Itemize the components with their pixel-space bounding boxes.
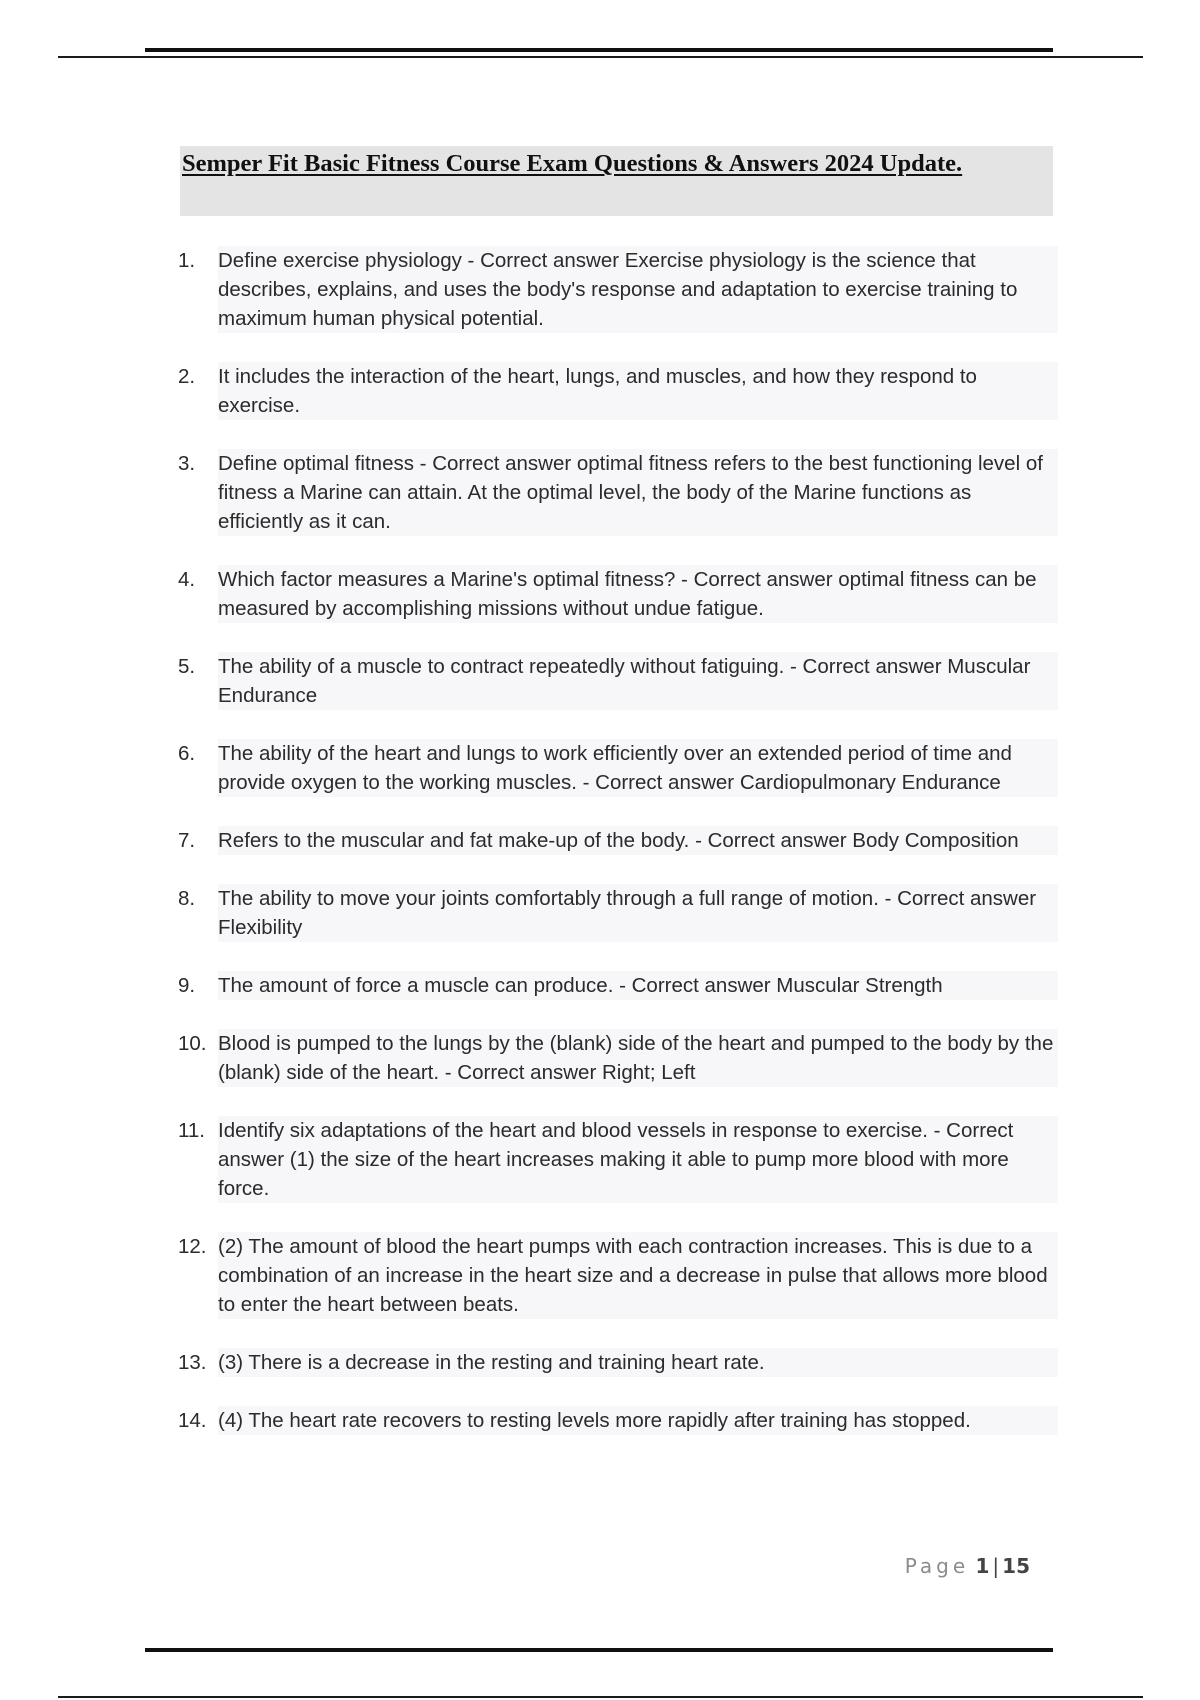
question-item [178,565,1058,623]
question-text: Which factor measures a Marine's optimal fitness? - Correct answer optimal fitness can be measured by accomplishing missions without undue fatigue. [218,565,1058,623]
question-item [178,246,1058,333]
question-item [178,1232,1058,1319]
question-text: Define optimal fitness - Correct answer optimal fitness refers to the best functioning level of fitness a Marine can attain. At the optimal level, the body of the Marine functions as efficiently as it can. [218,449,1058,536]
question-number: 6. [178,742,196,765]
page-label: Page [904,1554,970,1578]
question-number: 5. [178,655,196,678]
question-number: 10. [178,1032,207,1055]
question-item [178,362,1058,420]
question-item [178,449,1058,536]
question-item [178,971,1058,1000]
question-item [178,1406,1058,1435]
question-item [178,739,1058,797]
bottom-inner-rule [145,1648,1053,1652]
question-number: 12. [178,1235,207,1258]
question-number: 7. [178,829,196,852]
page-footer [880,1554,1030,1578]
question-number: 13. [178,1351,207,1374]
question-number: 8. [178,887,196,910]
question-number: 9. [178,974,196,997]
question-text: Blood is pumped to the lungs by the (blank) side of the heart and pumped to the body by the (blank) side of the heart. - Correct answer Right; Left [218,1029,1058,1087]
question-text: The ability to move your joints comfortably through a full range of motion. - Correct answer Flexibility [218,884,1058,942]
question-number: 4. [178,568,196,591]
question-text: The amount of force a muscle can produce. - Correct answer Muscular Strength [218,971,1058,1000]
question-text: (2) The amount of blood the heart pumps with each contraction increases. This is due to a combination of an increase in the heart size and a decrease in pulse that allows more blood to enter the heart between beats. [218,1232,1058,1319]
question-item [178,1116,1058,1203]
question-number: 3. [178,452,196,475]
question-text: (4) The heart rate recovers to resting levels more rapidly after training has stopped. [218,1406,1058,1435]
question-item [178,1029,1058,1087]
document-title: Semper Fit Basic Fitness Course Exam Questions & Answers 2024 Update. [182,150,963,177]
question-number: 14. [178,1409,207,1432]
question-text: Refers to the muscular and fat make-up of the body. - Correct answer Body Composition [218,826,1058,855]
question-text: The ability of a muscle to contract repeatedly without fatiguing. - Correct answer Muscular Endurance [218,652,1058,710]
current-page-number: 1 [975,1554,990,1578]
question-text: The ability of the heart and lungs to work efficiently over an extended period of time and provide oxygen to the working muscles. - Correct answer Cardiopulmonary Endurance [218,739,1058,797]
question-item [178,1348,1058,1377]
question-item [178,884,1058,942]
question-number: 1. [178,249,196,272]
question-list [178,246,1058,1464]
question-item [178,826,1058,855]
question-number: 11. [178,1119,205,1142]
total-pages: 15 [1002,1554,1030,1578]
question-text: Identify six adaptations of the heart and blood vessels in response to exercise. - Correct answer (1) the size of the heart increases making it able to pump more blood with more force. [218,1116,1058,1203]
top-inner-rule [145,48,1053,52]
bottom-outer-rule [58,1696,1143,1698]
question-number: 2. [178,365,196,388]
question-text: Define exercise physiology - Correct answer Exercise physiology is the science that describes, explains, and uses the body's response and adaptation to exercise training to maximum human physical potential. [218,246,1058,333]
top-outer-rule [58,56,1143,58]
question-text: It includes the interaction of the heart, lungs, and muscles, and how they respond to exercise. [218,362,1058,420]
question-text: (3) There is a decrease in the resting and training heart rate. [218,1348,1058,1377]
question-item [178,652,1058,710]
page-separator: | [992,1554,1000,1578]
